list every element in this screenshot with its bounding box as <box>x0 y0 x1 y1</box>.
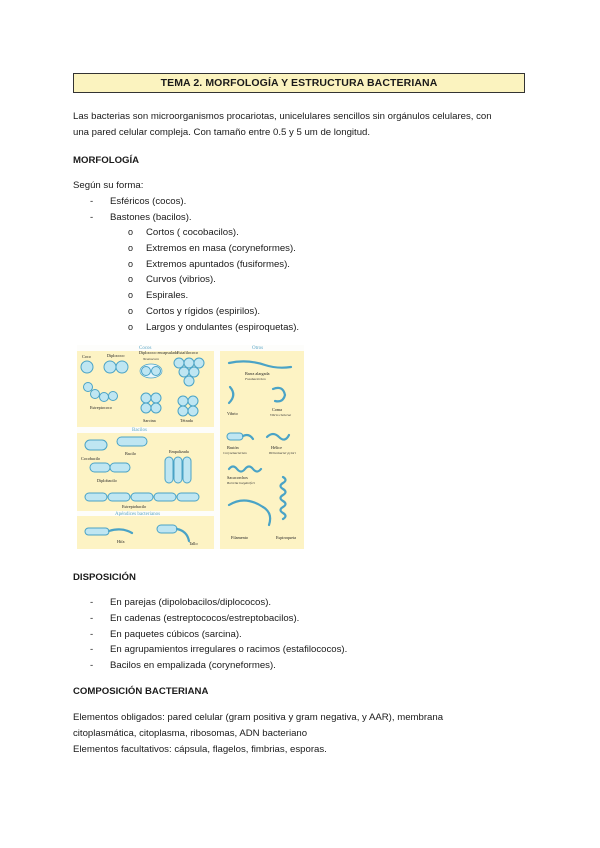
figure-label: Fusobacterium <box>245 377 266 381</box>
bacteria-shape <box>151 393 161 403</box>
figure-label: Borrelia burgdorferi <box>227 481 255 485</box>
cocos-header: Cocos <box>139 346 152 351</box>
bacteria-morphology-figure <box>77 345 304 549</box>
figure-label: Vibrio cholerae <box>270 413 292 417</box>
bacteria-shape <box>110 463 130 472</box>
figure-label: Estafilococo <box>177 350 198 355</box>
disposicion-heading: DISPOSICIÓN <box>73 572 136 583</box>
bacteria-shape <box>165 457 173 483</box>
bacteria-shape <box>116 361 128 373</box>
coco-cell <box>81 361 93 373</box>
composicion-heading: COMPOSICIÓN BACTERIANA <box>73 686 209 697</box>
bacteria-shape <box>152 367 161 376</box>
bacteria-shape <box>194 358 204 368</box>
figure-label: Estreptobacilo <box>122 504 147 509</box>
bacteria-shape <box>84 383 93 392</box>
document-page: TEMA 2. MORFOLOGÍA Y ESTRUCTURA BACTERIANA Las bacterias son microorganismos procariotas, unicelulares sencillos sin orgánulos celulares, con una pared celular compleja. Con tamaño entre 0.5 y 5 um de longitud. MORFOLOGÍA Según su forma: - Esféricos (cocos). - Bastones (bacilos). o Cortos ( cocobacilos). o Extremos en masa (coryneformes). o Extremos apuntados (fusiformes). o Curvos (vibrios). o Espirales. o Cortos y rígidos (espirilos). o Largos y ondulantes (espiroquetas). Cocos Otros Bacilos Apéndices bacterianos Coco Diplococo Diplococo encapsulado Neumococo Estafilococo Estreptococo Sarcina Tétrada Cocobacilo Bacilo Empalizada Diplobacilo Estreptobacilo Hifa Tallo Barra alargada Fusobacterium Vibrio Coma Vibrio cholerae Bastón Corynebacterium Hélice Helicobacter pylori Sacacorchos Borrelia burgdorferi Filamento Espiroqueta DISPOSICIÓN - En parejas (dipolobacilos/diplococos). - En cadenas (estreptococos/estreptobacilos). - En paquetes cúbicos (sarcina). - En agrupamientos irregulares o racimos (estafilococos). - Bacilos en empalizada (coryneformes). COMPOSICIÓN BACTERIANA Elementos obligados: pared celular (gram positiva y gram negativa, y AAR), membrana citoplasmática, citoplasma, ribosomas, ADN bacteriano Elementos facultativos: cápsula, flagelos, fimbrias, esporas. <box>0 0 600 848</box>
bacteria-shape <box>227 433 243 440</box>
composicion-line-1: Elementos obligados: pared celular (gram positiva y gram negativa, y AAR), membrana <box>73 712 444 723</box>
figure-label: Hifa <box>117 539 125 544</box>
bacteria-shape <box>177 493 199 501</box>
bacteria-shape <box>90 463 110 472</box>
figure-label: Sacacorchos <box>227 475 248 480</box>
figure-label: Bacilo <box>125 451 136 456</box>
document-title: TEMA 2. MORFOLOGÍA Y ESTRUCTURA BACTERIANA <box>73 73 525 93</box>
figure-label: Vibrio <box>227 411 238 416</box>
bacilos-header: Bacilos <box>132 428 147 433</box>
figure-label: Sarcina <box>143 418 156 423</box>
bacteria-shape <box>104 361 116 373</box>
bacteria-shape <box>154 493 176 501</box>
morfologia-lead: Según su forma: <box>73 180 144 191</box>
figure-label: Filamento <box>231 535 248 540</box>
apendices-header: Apéndices bacterianos <box>115 512 161 517</box>
figure-label: Bastón <box>227 445 239 450</box>
bacteria-shape <box>100 393 109 402</box>
figure-label: Neumococo <box>143 357 160 361</box>
morfologia-heading: MORFOLOGÍA <box>73 155 140 166</box>
bacteria-shape <box>189 367 199 377</box>
figure-label: Tallo <box>189 541 198 546</box>
bacteria-shape <box>178 396 188 406</box>
bacteria-shape <box>108 493 130 501</box>
figure-label: Coma <box>272 407 283 412</box>
bacteria-shape <box>174 457 182 483</box>
bacteria-shape <box>141 403 151 413</box>
figure-label: Diplobacilo <box>97 478 117 483</box>
composicion-paragraph <box>73 710 443 758</box>
figure-label: Diplococo encapsulado <box>139 350 179 355</box>
figure-label: Cocobacilo <box>81 456 101 461</box>
bacteria-shape <box>178 406 188 416</box>
intro-line-1: Las bacterias son microorganismos procariotas, unicelulares sencillos sin orgánulos celulares, con <box>73 111 492 122</box>
intro-paragraph <box>73 109 492 141</box>
figure-label: Hélice <box>271 445 282 450</box>
figure-label: Corynebacterium <box>223 451 247 455</box>
bacteria-shape <box>151 403 161 413</box>
bacteria-shape <box>141 393 151 403</box>
bacteria-shape <box>183 457 191 483</box>
bacteria-shape <box>157 525 177 533</box>
figure-label: Barra alargada <box>245 371 270 376</box>
morphology-illustration <box>77 345 304 549</box>
bacteria-shape <box>184 358 194 368</box>
bacteria-shape <box>85 440 107 450</box>
bacteria-shape <box>188 396 198 406</box>
figure-label: Estreptococo <box>90 405 112 410</box>
figure-label: Helicobacter pylori <box>269 451 296 455</box>
intro-line-2: una pared celular compleja. Con tamaño entre 0.5 y 5 um de longitud. <box>73 127 371 138</box>
bacteria-shape <box>109 392 118 401</box>
bacteria-shape <box>188 406 198 416</box>
figure-label: Empalizada <box>169 449 189 454</box>
figure-label: Coco <box>82 354 91 359</box>
bacteria-shape <box>131 493 153 501</box>
bacteria-shape <box>142 367 151 376</box>
bacteria-shape <box>184 376 194 386</box>
composicion-line-3: Elementos facultativos: cápsula, flagelos, fimbrias, esporas. <box>73 744 327 755</box>
bacteria-shape <box>174 358 184 368</box>
bacteria-shape <box>117 437 147 446</box>
bacteria-shape <box>85 493 107 501</box>
otros-header: Otros <box>252 346 264 351</box>
figure-label: Diplococo <box>107 353 125 358</box>
figure-label: Espiroqueta <box>276 535 297 540</box>
bacteria-shape <box>91 390 100 399</box>
composicion-line-2: citoplasmática, citoplasma, ribosomas, ADN bacteriano <box>73 728 308 739</box>
bacteria-shape <box>85 528 109 535</box>
figure-label: Tétrada <box>180 418 193 423</box>
bacteria-shape <box>179 367 189 377</box>
